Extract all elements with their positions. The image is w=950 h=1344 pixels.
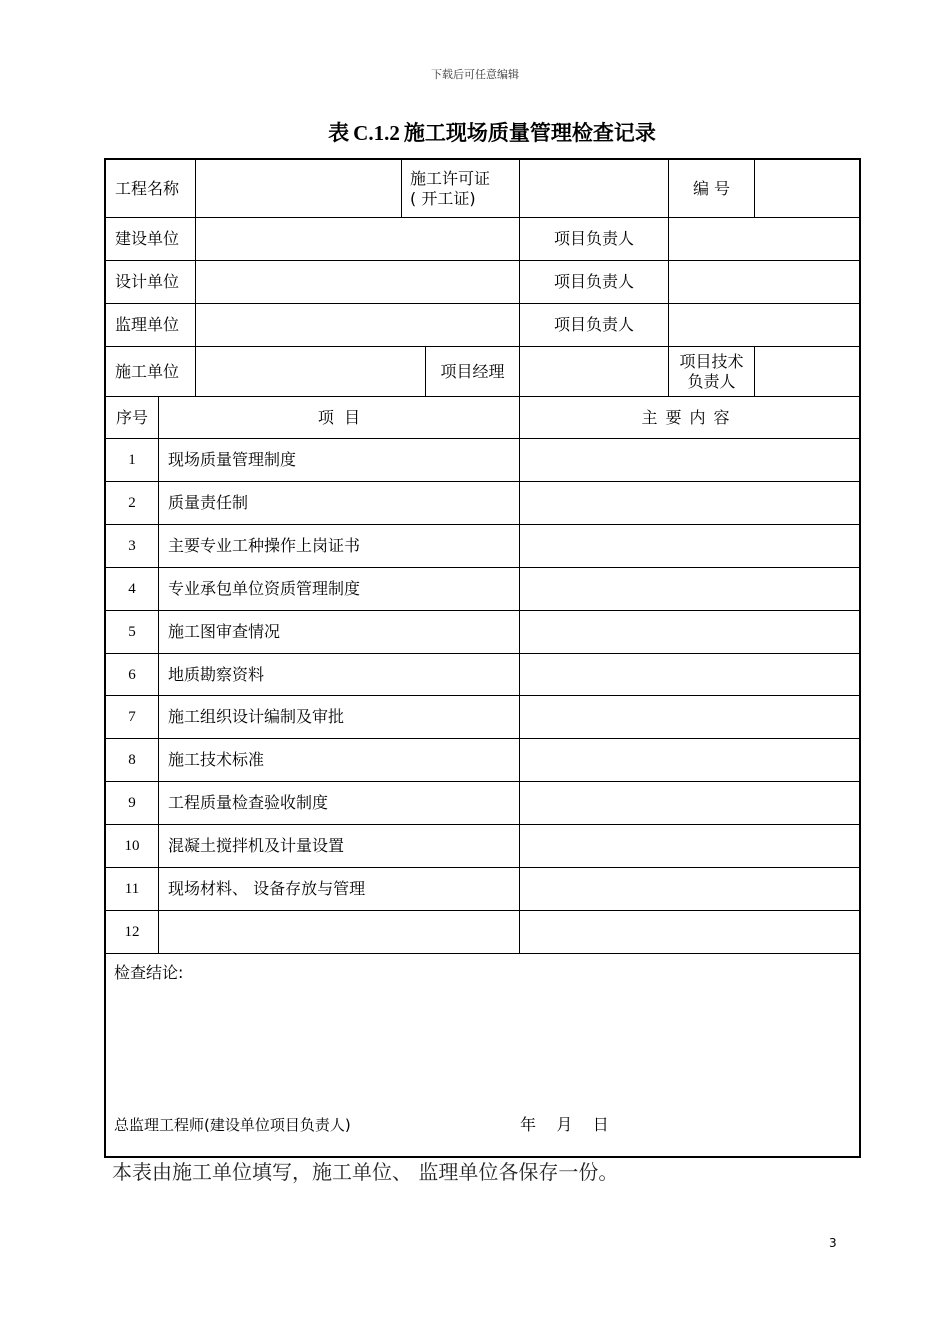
row-content[interactable] (520, 868, 859, 910)
project-name-label: 工程名称 (115, 178, 180, 198)
row-item: 现场材料、 设备存放与管理 (168, 879, 366, 898)
row-item: 现场质量管理制度 (168, 450, 297, 469)
owner-unit-field[interactable] (196, 218, 519, 260)
supervision-unit-label: 监理单位 (115, 315, 180, 334)
row-item: 工程质量检查验收制度 (168, 793, 329, 812)
design-leader-label: 项目负责人 (553, 272, 634, 291)
row-item: 主要专业工种操作上岗证书 (168, 536, 361, 555)
page-number: 3 (829, 1236, 837, 1250)
row-item: 施工组织设计编制及审批 (168, 707, 345, 726)
conclusion-label: 检查结论: (114, 963, 184, 982)
owner-unit-label: 建设单位 (115, 229, 180, 248)
construction-unit-label: 施工单位 (115, 361, 180, 381)
row-item[interactable] (159, 911, 519, 953)
project-manager-field[interactable] (520, 347, 668, 396)
row-no: 12 (124, 924, 140, 940)
row-content[interactable] (520, 825, 859, 867)
row-content[interactable] (520, 439, 859, 481)
inspection-form (104, 158, 861, 1158)
col-no-header: 序号 (115, 407, 148, 427)
title-name: 施工现场质量管理检查记录 (403, 121, 656, 145)
conclusion-signer: 总监理工程师(建设单位项目负责人) (114, 1116, 351, 1134)
project-manager-label: 项目经理 (440, 361, 505, 381)
permit-label-line2: ( 开工证) (410, 188, 476, 208)
row-item: 混凝土搅拌机及计量设置 (168, 836, 345, 855)
row-no: 9 (128, 795, 136, 811)
row-item: 专业承包单位资质管理制度 (168, 579, 361, 598)
header-note: 下载后可任意编辑 (431, 68, 519, 81)
permit-label (402, 160, 519, 217)
col-item-header: 项 目 (317, 407, 361, 427)
row-content[interactable] (520, 611, 859, 653)
permit-label-line1: 施工许可证 (410, 168, 491, 188)
row-no: 8 (128, 752, 136, 768)
supervision-leader-label: 项目负责人 (553, 315, 634, 334)
row-item: 施工技术标准 (168, 750, 265, 769)
tech-leader-line2: 负责人 (687, 371, 736, 391)
col-content-header: 主要内容 (641, 407, 738, 427)
row-no: 4 (128, 581, 136, 597)
owner-leader-field[interactable] (669, 218, 859, 260)
row-content[interactable] (520, 696, 859, 738)
row-no: 3 (128, 538, 136, 554)
row-no: 2 (128, 495, 136, 511)
design-leader-field[interactable] (669, 261, 859, 303)
row-content[interactable] (520, 782, 859, 824)
tech-leader-line1: 项目技术 (679, 351, 744, 371)
row-no: 10 (124, 838, 140, 854)
tech-leader-field[interactable] (755, 347, 859, 396)
tech-leader-label (669, 347, 754, 396)
permit-field[interactable] (520, 160, 668, 217)
row-content[interactable] (520, 568, 859, 610)
row-no: 1 (128, 452, 136, 468)
construction-unit-field[interactable] (196, 347, 425, 396)
title-code: C.1.2 (353, 121, 400, 145)
row-no: 5 (128, 624, 136, 640)
row-no: 6 (128, 666, 136, 683)
number-field[interactable] (755, 160, 859, 217)
project-name-field[interactable] (196, 160, 401, 217)
number-label: 编 号 (692, 178, 731, 198)
design-unit-field[interactable] (196, 261, 519, 303)
row-item: 地质勘察资料 (168, 664, 265, 684)
design-unit-label: 设计单位 (115, 272, 180, 291)
conclusion-date: 年 月 日 (520, 1115, 609, 1134)
page-title (0, 117, 950, 147)
row-no: 7 (128, 709, 136, 725)
row-item: 施工图审查情况 (168, 622, 281, 641)
title-prefix: 表 (328, 121, 350, 145)
row-content[interactable] (520, 525, 859, 567)
conclusion-field[interactable] (114, 986, 854, 1106)
footnote: 本表由施工单位填写，施工单位、 监理单位各保存一份。 (112, 1160, 619, 1184)
row-content[interactable] (520, 739, 859, 781)
supervision-unit-field[interactable] (196, 304, 519, 346)
row-item: 质量责任制 (168, 493, 249, 512)
owner-leader-label: 项目负责人 (553, 229, 634, 248)
row-no: 11 (124, 881, 140, 897)
row-content[interactable] (520, 911, 859, 953)
row-content[interactable] (520, 482, 859, 524)
row-content[interactable] (520, 654, 859, 695)
supervision-leader-field[interactable] (669, 304, 859, 346)
